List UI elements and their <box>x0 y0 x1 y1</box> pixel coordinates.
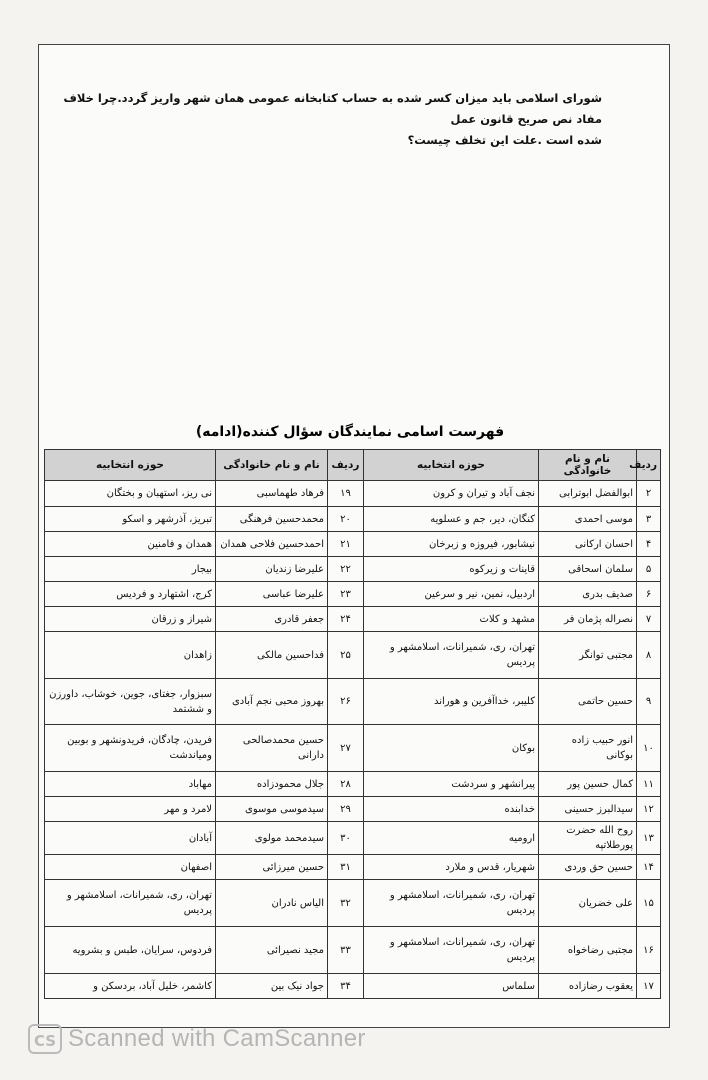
row-number: ۱۷ <box>637 974 661 999</box>
representative-name: سلمان اسحاقی <box>539 557 637 582</box>
representative-name: علی خضریان <box>539 880 637 927</box>
row-number: ۱۰ <box>637 725 661 772</box>
table-row <box>45 607 661 632</box>
question-paragraph <box>50 88 602 151</box>
row-number: ۲۹ <box>328 797 364 822</box>
row-number: ۱۹ <box>328 481 364 507</box>
representative-name: انور حبیب زاده بوکانی <box>539 725 637 772</box>
table-row <box>45 582 661 607</box>
table-header-row <box>45 450 661 481</box>
header-name: نام و نام خانوادگی <box>216 450 328 481</box>
district: تهران، ری، شمیرانات، اسلامشهر و پردیس <box>364 927 539 974</box>
row-number: ۲۸ <box>328 772 364 797</box>
row-number: ۱۳ <box>637 822 661 855</box>
row-number: ۳۴ <box>328 974 364 999</box>
representative-name: سیدموسی موسوی <box>216 797 328 822</box>
row-number: ۳۳ <box>328 927 364 974</box>
table-row <box>45 632 661 679</box>
row-number: ۲۶ <box>328 679 364 725</box>
district: تبریز، آذرشهر و اسکو <box>45 507 216 532</box>
district: کلیبر، خداآفرین و هوراند <box>364 679 539 725</box>
representative-name: جواد نیک بین <box>216 974 328 999</box>
district: شیراز و زرقان <box>45 607 216 632</box>
district: شهریار، قدس و ملارد <box>364 855 539 880</box>
representative-name: صدیف بدری <box>539 582 637 607</box>
representative-name: حسین حاتمی <box>539 679 637 725</box>
representative-name: احسان ارکانی <box>539 532 637 557</box>
representative-name: فرهاد طهماسبی <box>216 481 328 507</box>
district: زاهدان <box>45 632 216 679</box>
camscanner-watermark: Scanned with CamScanner <box>68 1025 366 1052</box>
row-number: ۱۲ <box>637 797 661 822</box>
representatives-table <box>44 449 661 999</box>
representative-name: علیرضا عباسی <box>216 582 328 607</box>
district: نجف آباد و تیران و کرون <box>364 481 539 507</box>
representative-name: حسین محمدصالحی دارانی <box>216 725 328 772</box>
representative-name: مجید نصیرائی <box>216 927 328 974</box>
district: تهران، ری، شمیرانات، اسلامشهر و پردیس <box>45 880 216 927</box>
district: آبادان <box>45 822 216 855</box>
representative-name: مجتبی رضاخواه <box>539 927 637 974</box>
row-number: ۳۱ <box>328 855 364 880</box>
district: ارومیه <box>364 822 539 855</box>
header-row-no: ردیف <box>637 450 661 481</box>
table-row <box>45 481 661 507</box>
table-row <box>45 974 661 999</box>
header-name: نام و نام خانوادگی <box>539 450 637 481</box>
district: نی ریز، استهبان و بختگان <box>45 481 216 507</box>
representative-name: روح الله حضرت پورطلاتپه <box>539 822 637 855</box>
header-district: حوزه انتخابیه <box>364 450 539 481</box>
row-number: ۱۶ <box>637 927 661 974</box>
paragraph-line-2: شده است .علت این تخلف چیست؟ <box>407 133 602 147</box>
district: مهاباد <box>45 772 216 797</box>
district: سبزوار، جغتای، جوین، خوشاب، داورزن و ششتمد <box>45 679 216 725</box>
table-row <box>45 797 661 822</box>
table-row <box>45 927 661 974</box>
representative-name: فداحسین مالکی <box>216 632 328 679</box>
row-number: ۲۴ <box>328 607 364 632</box>
table-row <box>45 679 661 725</box>
representative-name: احمدحسین فلاحی همدان <box>216 532 328 557</box>
district: کرج، اشتهارد و فردیس <box>45 582 216 607</box>
row-number: ۳۲ <box>328 880 364 927</box>
district: فردوس، سرایان، طبس و بشرویه <box>45 927 216 974</box>
representative-name: جلال محمودزاده <box>216 772 328 797</box>
district: فریدن، چادگان، فریدونشهر و بوبین ومیاندشت <box>45 725 216 772</box>
row-number: ۲۲ <box>328 557 364 582</box>
paragraph-line-1: شورای اسلامی باید میزان کسر شده به حساب کتابخانه عمومی همان شهر واریز گردد.چرا خلاف مفاد نص صریح قانون عمل <box>63 91 602 126</box>
table-row <box>45 725 661 772</box>
district: کنگان، دیر، جم و عسلویه <box>364 507 539 532</box>
row-number: ۱۵ <box>637 880 661 927</box>
representative-name: مجتبی توانگر <box>539 632 637 679</box>
table-row <box>45 772 661 797</box>
representative-name: علیرضا زندیان <box>216 557 328 582</box>
header-row-no: ردیف <box>328 450 364 481</box>
district: مشهد و کلات <box>364 607 539 632</box>
row-number: ۶ <box>637 582 661 607</box>
district: خدابنده <box>364 797 539 822</box>
representative-name: سیدمحمد مولوی <box>216 822 328 855</box>
representative-name: حسین میرزائی <box>216 855 328 880</box>
representative-name: یعقوب رضازاده <box>539 974 637 999</box>
representative-name: بهروز محبی نجم آبادی <box>216 679 328 725</box>
row-number: ۸ <box>637 632 661 679</box>
district: اصفهان <box>45 855 216 880</box>
district: تهران، ری، شمیرانات، اسلامشهر و پردیس <box>364 632 539 679</box>
district: نیشابور، فیروزه و زبرخان <box>364 532 539 557</box>
row-number: ۲۷ <box>328 725 364 772</box>
row-number: ۲۳ <box>328 582 364 607</box>
district: اردبیل، نمین، نیر و سرعین <box>364 582 539 607</box>
camscanner-logo: CS <box>28 1024 62 1054</box>
district: قاینات و زیرکوه <box>364 557 539 582</box>
representative-name: محمدحسین فرهنگی <box>216 507 328 532</box>
row-number: ۵ <box>637 557 661 582</box>
table-row <box>45 822 661 855</box>
district: لامرد و مهر <box>45 797 216 822</box>
representative-name: کمال حسین پور <box>539 772 637 797</box>
table-title: فهرست اسامی نمایندگان سؤال کننده(ادامه) <box>195 424 505 440</box>
table-row <box>45 532 661 557</box>
row-number: ۳ <box>637 507 661 532</box>
row-number: ۲۵ <box>328 632 364 679</box>
representative-name: سیدالبرز حسینی <box>539 797 637 822</box>
district: پیرانشهر و سردشت <box>364 772 539 797</box>
representative-name: الیاس نادران <box>216 880 328 927</box>
representative-name: موسی احمدی <box>539 507 637 532</box>
representative-name: ابوالفضل ابوترابی <box>539 481 637 507</box>
district: تهران، ری، شمیرانات، اسلامشهر و پردیس <box>364 880 539 927</box>
representative-name: جعفر قادری <box>216 607 328 632</box>
row-number: ۲۱ <box>328 532 364 557</box>
row-number: ۲ <box>637 481 661 507</box>
row-number: ۲۰ <box>328 507 364 532</box>
table-row <box>45 557 661 582</box>
district: سلماس <box>364 974 539 999</box>
table-row <box>45 880 661 927</box>
row-number: ۴ <box>637 532 661 557</box>
representative-name: نصراله پژمان فر <box>539 607 637 632</box>
row-number: ۳۰ <box>328 822 364 855</box>
row-number: ۱۴ <box>637 855 661 880</box>
district: بیجار <box>45 557 216 582</box>
district: بوکان <box>364 725 539 772</box>
table-row <box>45 507 661 532</box>
row-number: ۹ <box>637 679 661 725</box>
row-number: ۱۱ <box>637 772 661 797</box>
district: کاشمر، خلیل آباد، بردسکن و <box>45 974 216 999</box>
district: همدان و فامنین <box>45 532 216 557</box>
header-district: حوزه انتخابیه <box>45 450 216 481</box>
table-row <box>45 855 661 880</box>
row-number: ۷ <box>637 607 661 632</box>
representative-name: حسین حق وردی <box>539 855 637 880</box>
